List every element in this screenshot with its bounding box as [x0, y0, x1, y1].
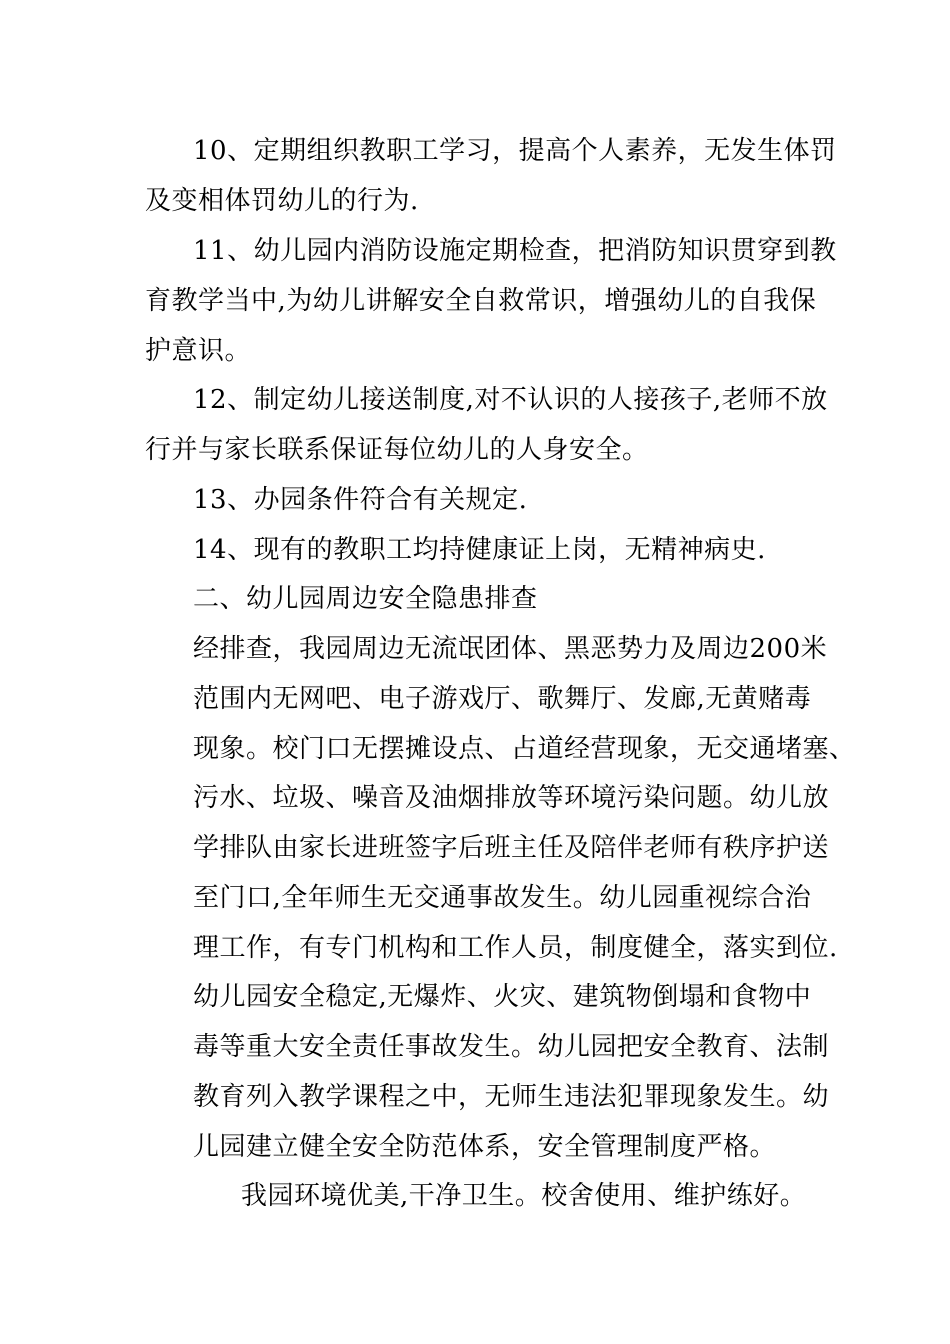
text-line: 14、现有的教职工均持健康证上岗，无精神病史. [193, 535, 766, 565]
text-line: 教育列入教学课程之中，无师生违法犯罪现象发生。幼 [193, 1082, 830, 1112]
text-line: 儿园建立健全安全防范体系，安全管理制度严格。 [193, 1132, 777, 1162]
text-line: 污水、垃圾、噪音及油烟排放等环境污染问题。幼儿放 [193, 783, 830, 813]
text-line: 学排队由家长进班签字后班主任及陪伴老师有秩序护送 [193, 833, 830, 863]
text-line: 行并与家长联系保证每位幼儿的人身安全。 [145, 435, 649, 465]
text-line: 现象。校门口无摆摊设点、占道经营现象，无交通堵塞、 [193, 734, 856, 764]
text-line: 护意识。 [145, 336, 252, 366]
section-heading: 二、幼儿园周边安全隐患排查 [193, 584, 538, 614]
text-line: 10、定期组织教职工学习，提高个人素养，无发生体罚 [193, 136, 837, 166]
text-line: 12、制定幼儿接送制度,对不认识的人接孩子,老师不放 [193, 385, 828, 415]
text-line: 11、幼儿园内消防设施定期检查，把消防知识贯穿到教 [193, 236, 837, 266]
text-line: 育教学当中,为幼儿讲解安全自救常识，增强幼儿的自我保 [145, 286, 817, 316]
text-line: 13、办园条件符合有关规定. [193, 485, 528, 515]
text-line: 经排查，我园周边无流氓团体、黑恶势力及周边200米 [193, 634, 828, 664]
text-line: 我园环境优美,干净卫生。校舍使用、维护练好。 [241, 1181, 807, 1211]
text-line: 毒等重大安全责任事故发生。幼儿园把安全教育、法制 [193, 1032, 830, 1062]
text-line: 范围内无网吧、电子游戏厅、歌舞厅、发廊,无黄赌毒 [193, 684, 812, 714]
text-line: 至门口,全年师生无交通事故发生。幼儿园重视综合治 [193, 883, 812, 913]
text-line: 理工作，有专门机构和工作人员，制度健全，落实到位. [193, 933, 838, 963]
text-line: 幼儿园安全稳定,无爆炸、火灾、建筑物倒塌和食物中 [193, 982, 812, 1012]
text-line: 及变相体罚幼儿的行为. [145, 186, 419, 216]
